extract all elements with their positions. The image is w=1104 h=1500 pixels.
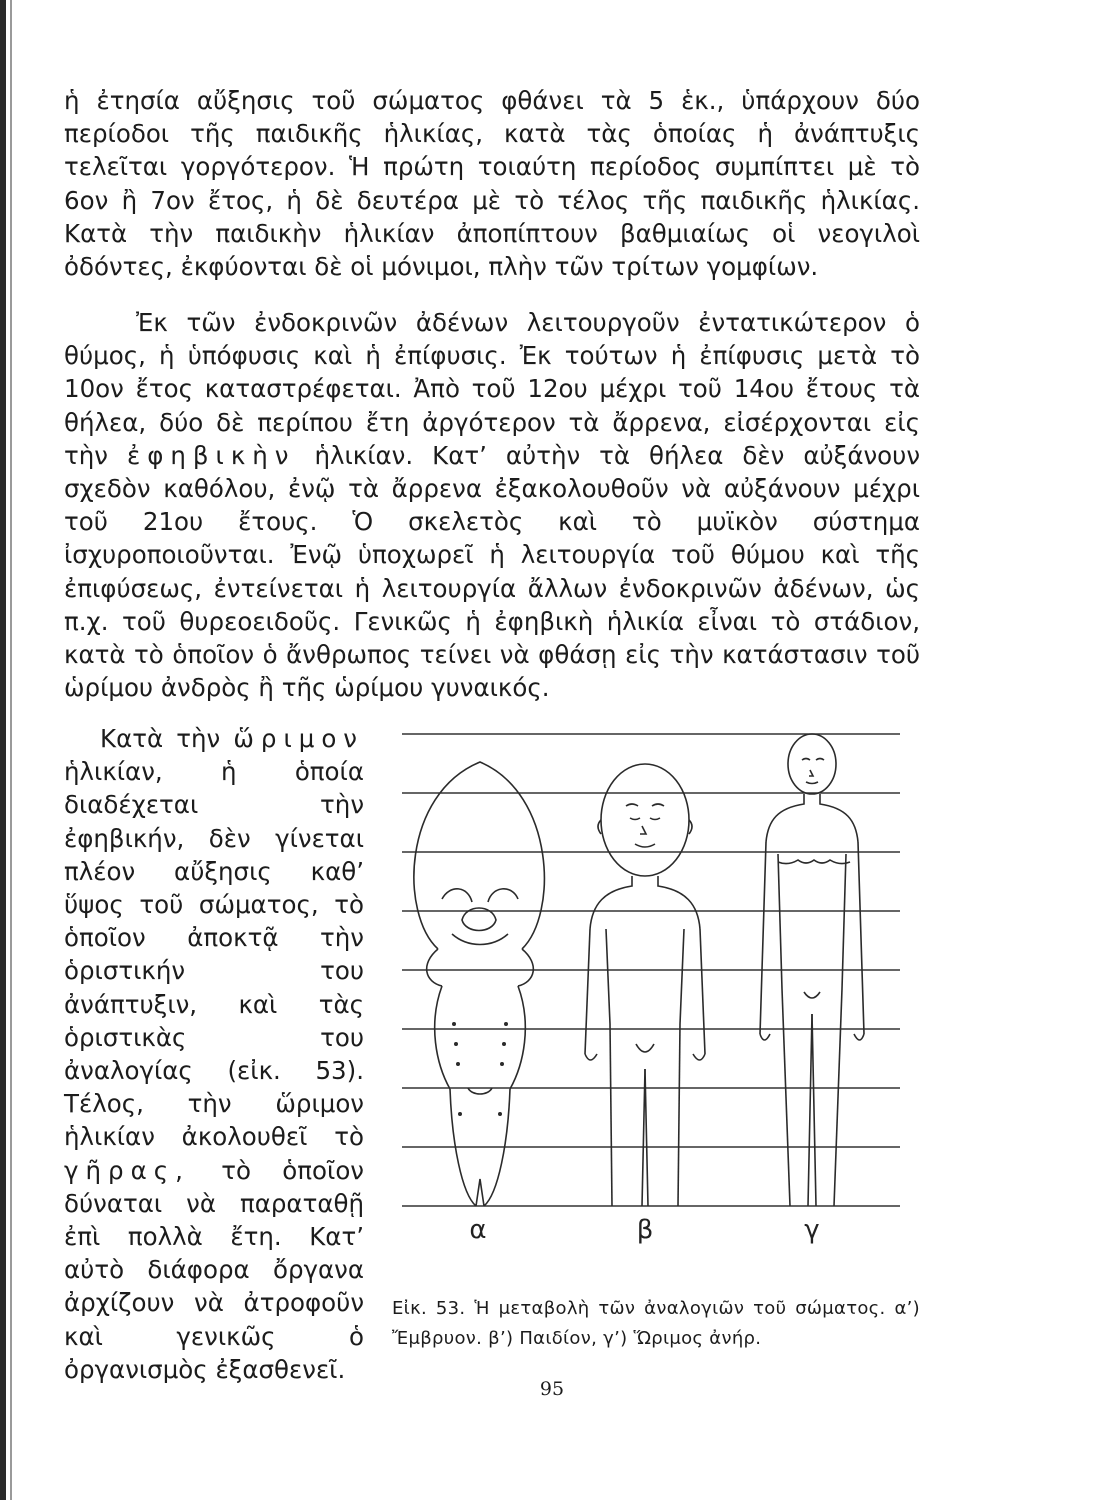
paragraph-2-end: ἡλικίαν. Κατ’ αὐτὴν τὰ θήλεα δὲν αὐξάνουν σχεδὸν καθόλου, ἐνῷ τὰ ἄρρενα ἐξακολουθοῦν νὰ αὐξάνουν μέχρι τοῦ 21ου ἔτους. Ὁ σκελετὸς καὶ τὸ μυϊκὸν σύστημα ἰσχυροποιοῦνται. Ἐνῷ ὑποχωρεῖ ἡ λειτουργία τοῦ θύμου καὶ τῆς ἐπιφύσεως, ἐντείνεται ἡ λειτουργία ἄλλων ἐνδοκρινῶν ἀδένων, ὡς π.χ. τοῦ θυρεοειδοῦς. Γενικῶς ἡ ἐφηβικὴ ἡλικία εἶναι τὸ στάδιον, κατὰ τὸ ὁποῖον ὁ ἄνθρωπος τείνει νὰ φθάσῃ εἰς τὴν κατάστασιν τοῦ ὡρίμου ἀνδρὸς ἢ τῆς ὡρίμου γυναικός. <box>64 440 921 703</box>
paragraph-1 <box>64 84 920 283</box>
figure-label-b: β <box>636 1215 654 1245</box>
paragraph-2-start: Ἐκ τῶν ἐνδοκρινῶν ἀδένων λειτουργοῦν ἐντατικώτερον ὁ θύμος, ἡ ὑπόφυσις καὶ ἡ ἐπίφυσις. Ἐκ τούτων ἡ ἐπίφυσις μετὰ τὸ 10ον ἔτος καταστρέφεται. Ἀπὸ τοῦ 12ου μέχρι τοῦ 14ου ἔτους τὰ θήλεα, δύο δὲ περίπου ἔτη ἀργότερον τὰ ἄρρενα, εἰσέρχονται εἰς τὴν <box>64 308 920 470</box>
page-binding-edge <box>0 0 6 1500</box>
figure-caption: Εἰκ. 53. Ἡ μεταβολὴ τῶν ἀναλογιῶν τοῦ σώματος. α’) Ἔμβρυον. β’) Παιδίον, γ’) Ὥριμος ἀνήρ. <box>392 1298 920 1349</box>
paragraph-2 <box>64 306 920 704</box>
spaced-term-old-age: γῆρας, <box>64 1155 190 1185</box>
paragraph-3-end: τὸ ὁποῖον δύναται νὰ παραταθῇ ἐπὶ πολλὰ ἔτη. Κατ’ αὐτὸ διάφορα ὄργανα ἀρχίζουν νὰ ἀτροφοῦν καὶ γενικῶς ὁ ὀργανισμὸς ἐξασθενεῖ. <box>64 1155 364 1384</box>
page-binding-shadow <box>10 0 12 1500</box>
figure-53-body-proportions <box>380 724 920 1254</box>
spaced-term-ephebic: ἐφηβικὴν <box>126 440 296 470</box>
figure-label-c: γ <box>804 1215 820 1245</box>
child-figure <box>585 764 705 1206</box>
paragraph-1-text: ἡ ἐτησία αὔξησις τοῦ σώματος φθάνει τὰ 5 ἑκ., ὑπάρχουν δύο περίοδοι τῆς παιδικῆς ἡλικίας, κατὰ τὰς ὁποίας ἡ ἀνάπτυξις τελεῖται γοργότερον. Ἡ πρώτη τοιαύτη περίοδος συμπίπτει μὲ τὸ 6ον ἢ 7ον ἔτος, ἡ δὲ δευτέρα μὲ τὸ τέλος τῆς παιδικῆς ἡλικίας. Κατὰ τὴν παιδικὴν ἡλικίαν ἀποπίπτουν βαθμιαίως οἱ νεογιλοὶ ὀδόντες, ἐκφύονται δὲ οἱ μόνιμοι, πλὴν τῶν τρίτων γομφίων. <box>64 86 920 282</box>
embryo-figure <box>414 762 544 1206</box>
paragraph-3-column <box>64 722 364 1386</box>
spaced-term-mature: ὥριμον <box>233 724 364 753</box>
figure-label-a: α <box>469 1215 487 1245</box>
paragraph-3-start: Κατὰ τὴν <box>100 724 221 753</box>
page-number: 95 <box>539 1378 565 1400</box>
paragraph-3-middle: ἡλικίαν, ἡ ὁποία διαδέχεται τὴν ἐφηβικήν, δὲν γίνεται πλέον αὔξησις καθ’ ὕψος τοῦ σώματος, τὸ ὁποῖον ἀποκτᾷ τὴν ὁριστικήν του ἀνάπτυξιν, καὶ τὰς ὁριστικὰς του ἀναλογίας (εἰκ. 53). Τέλος, τὴν ὥριμον ἡλικίαν ἀκολουθεῖ τὸ <box>64 757 364 1152</box>
